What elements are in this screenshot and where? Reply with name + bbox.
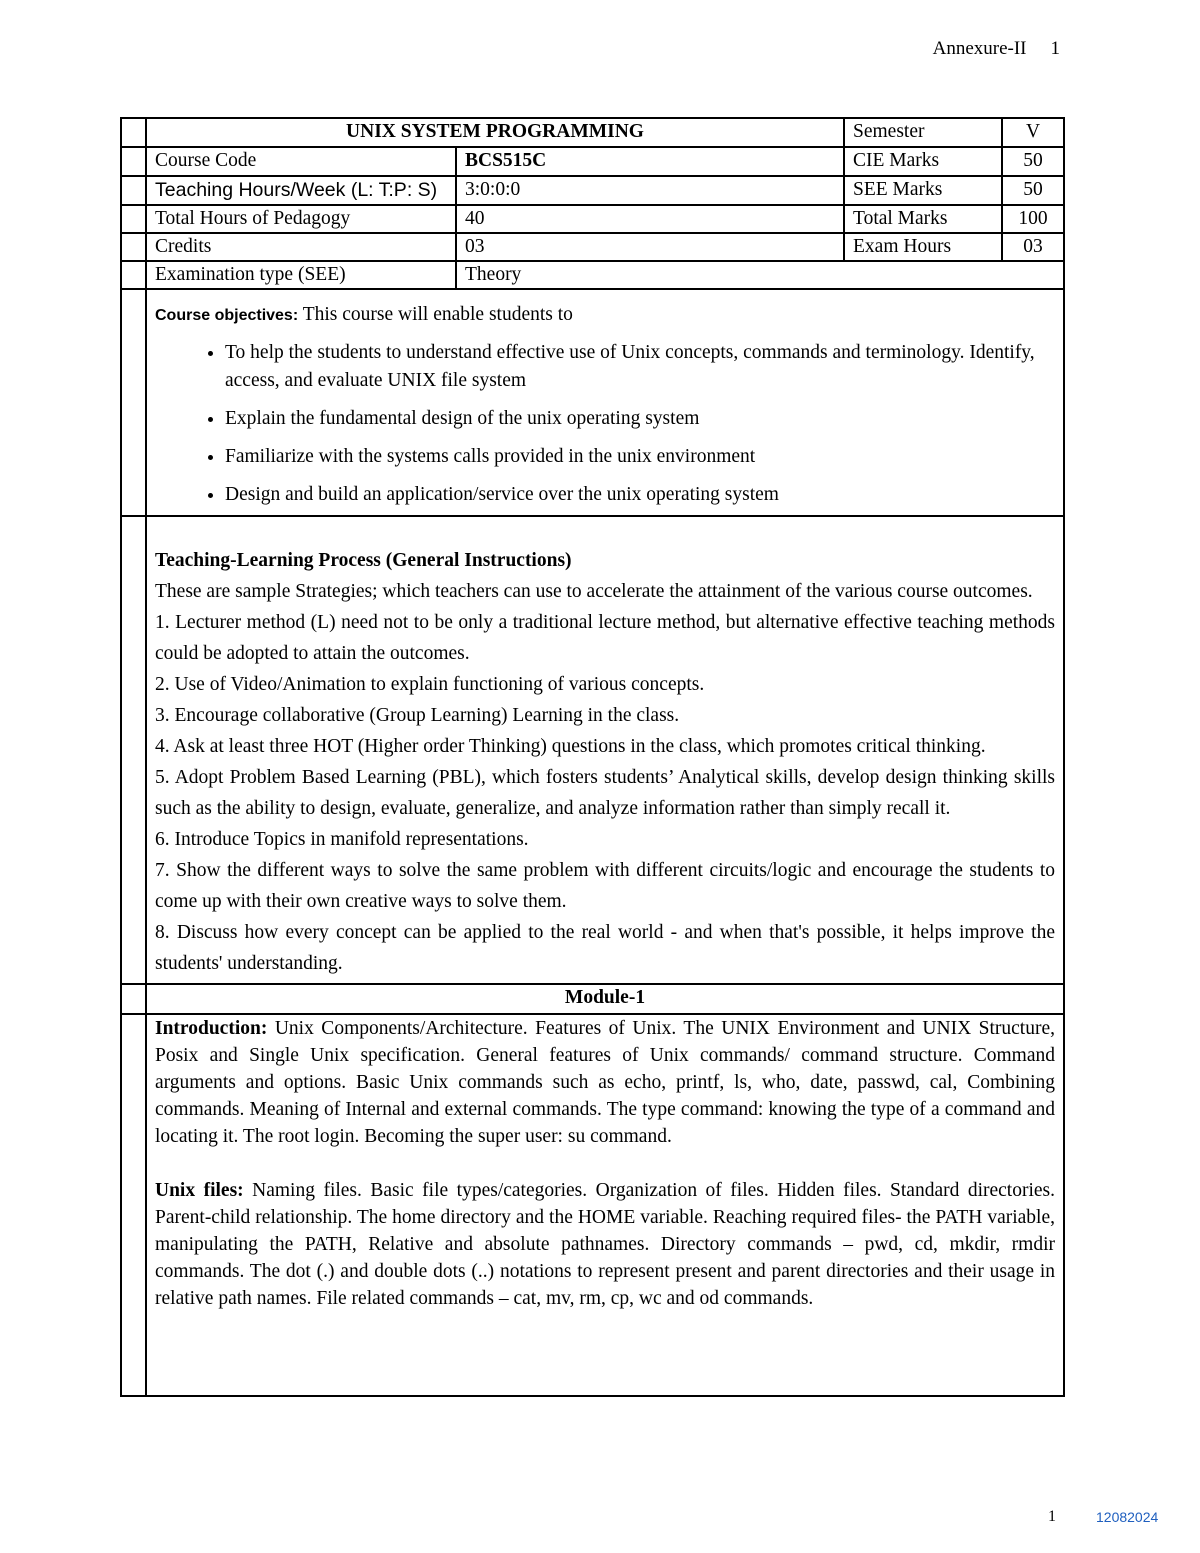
course-code-label: Course Code	[146, 147, 456, 176]
tlp-point: 2. Use of Video/Animation to explain functioning of various concepts.	[155, 674, 705, 695]
teaching-hours-value: 3:0:0:0	[456, 176, 844, 205]
tlp-point: 7. Show the different ways to solve the same problem with different circuits/logic and encourage the students to come up with their own creative ways to solve them.	[155, 860, 1056, 912]
margin-cell	[121, 1014, 146, 1396]
margin-cell	[121, 289, 146, 516]
see-marks-label: SEE Marks	[844, 176, 1002, 205]
objective-item: • To help the students to understand effective use of Unix concepts, commands and terminology. Identify, access, and evaluate UNIX file system	[225, 339, 1055, 395]
module-1-unix-files	[155, 1177, 1055, 1312]
tlp-point: 5. Adopt Problem Based Learning (PBL), which fosters students’ Analytical skills, develop design thinking skills such as the ability to design, evaluate, generalize, and analyze information rather than simply recall it.	[155, 767, 1056, 819]
margin-cell	[121, 205, 146, 233]
tlp-point: 3. Encourage collaborative (Group Learning) Learning in the class.	[155, 705, 680, 726]
margin-cell	[121, 118, 146, 147]
total-marks-value: 100	[1002, 205, 1064, 233]
objectives-intro: This course will enable students to	[302, 304, 573, 325]
cie-marks-label: CIE Marks	[844, 147, 1002, 176]
margin-cell	[121, 261, 146, 289]
exam-hours-label: Exam Hours	[844, 233, 1002, 261]
module-1-title: Module-1	[146, 984, 1064, 1014]
exam-hours-value: 03	[1002, 233, 1064, 261]
course-info-row	[121, 261, 1064, 289]
course-title-row	[121, 118, 1064, 147]
exam-type-value: Theory	[456, 261, 1064, 289]
course-code-value: BCS515C	[456, 147, 844, 176]
semester-value: V	[1002, 118, 1064, 147]
course-info-row	[121, 233, 1064, 261]
course-info-row	[121, 147, 1064, 176]
see-marks-value: 50	[1002, 176, 1064, 205]
course-syllabus-table	[120, 117, 1065, 1397]
objectives-list	[155, 339, 1055, 509]
objective-item: • Familiarize with the systems calls provided in the unix environment	[225, 443, 1055, 471]
margin-cell	[121, 176, 146, 205]
course-title: UNIX SYSTEM PROGRAMMING	[146, 118, 844, 147]
footer-page-number: 1	[1048, 1508, 1056, 1525]
teaching-learning-section	[146, 516, 1064, 984]
margin-cell	[121, 147, 146, 176]
pedagogy-hours-value: 40	[456, 205, 844, 233]
credits-label: Credits	[146, 233, 456, 261]
margin-cell	[121, 233, 146, 261]
module-1-introduction	[155, 1015, 1055, 1150]
tlp-point: 6. Introduce Topics in manifold representations.	[155, 829, 529, 850]
paragraph-gap	[155, 1150, 1055, 1177]
total-marks-label: Total Marks	[844, 205, 1002, 233]
page-header	[933, 38, 1060, 60]
teaching-hours-label: Teaching Hours/Week (L: T:P: S)	[146, 176, 456, 205]
exam-type-label: Examination type (SEE)	[146, 261, 456, 289]
introduction-text: Unix Components/Architecture. Features of Unix. The UNIX Environment and UNIX Structure, Posix and Single Unix specification. General features of Unix commands/ command structure. Command arguments and options. Basic Unix commands such as echo, printf, ls, who, date, passwd, cal, Combining commands. Meaning of Internal and external commands. The type command: knowing the type of a command and locating it. The root login. Becoming the super user: su command.	[155, 1018, 1056, 1147]
course-objectives-section	[146, 289, 1064, 516]
tlp-point: 8. Discuss how every concept can be applied to the real world - and when that's possible, it helps improve the students' understanding.	[155, 922, 1056, 974]
margin-cell	[121, 984, 146, 1014]
course-info-row	[121, 176, 1064, 205]
objective-item: • Explain the fundamental design of the unix operating system	[225, 405, 1055, 433]
cie-marks-value: 50	[1002, 147, 1064, 176]
objective-item: • Design and build an application/service over the unix operating system	[225, 481, 1055, 509]
course-info-row	[121, 205, 1064, 233]
unix-files-label: Unix files:	[155, 1180, 244, 1201]
objectives-row	[121, 289, 1064, 516]
credits-value: 03	[456, 233, 844, 261]
module-title-row	[121, 984, 1064, 1014]
margin-cell	[121, 516, 146, 984]
semester-label: Semester	[844, 118, 1002, 147]
teaching-learning-row	[121, 516, 1064, 984]
module-1-row	[121, 1014, 1064, 1396]
annexure-label: Annexure-II	[932, 38, 1027, 59]
objectives-heading	[155, 302, 1055, 329]
introduction-label: Introduction:	[155, 1018, 268, 1039]
pedagogy-hours-label: Total Hours of Pedagogy	[146, 205, 456, 233]
tlp-point: 1. Lecturer method (L) need not to be only a traditional lecture method, but alternative effective teaching methods could be adopted to attain the outcomes.	[155, 612, 1056, 664]
tlp-intro: These are sample Strategies; which teachers can use to accelerate the attainment of the various course outcomes.	[155, 581, 1033, 602]
module-1-content	[146, 1014, 1064, 1396]
tlp-point: 4. Ask at least three HOT (Higher order Thinking) questions in the class, which promotes critical thinking.	[155, 736, 986, 757]
objectives-title: Course objectives:	[155, 307, 299, 324]
tlp-title: Teaching-Learning Process (General Instructions)	[155, 550, 572, 571]
footer-doc-code: 12082024	[1096, 1509, 1159, 1525]
header-page-number: 1	[1050, 38, 1060, 59]
unix-files-text: Naming files. Basic file types/categories. Organization of files. Hidden files. Standard directories. Parent-child relationship. The home directory and the HOME variable. Reaching required files- the PATH variable, manipulating the PATH, Relative and absolute pathnames. Directory commands – pwd, cd, mkdir, rmdir commands. The dot (.) and double dots (..) notations to represent present and parent directories and their usage in relative path names. File related commands – cat, mv, rm, cp, wc and od commands.	[155, 1180, 1056, 1309]
